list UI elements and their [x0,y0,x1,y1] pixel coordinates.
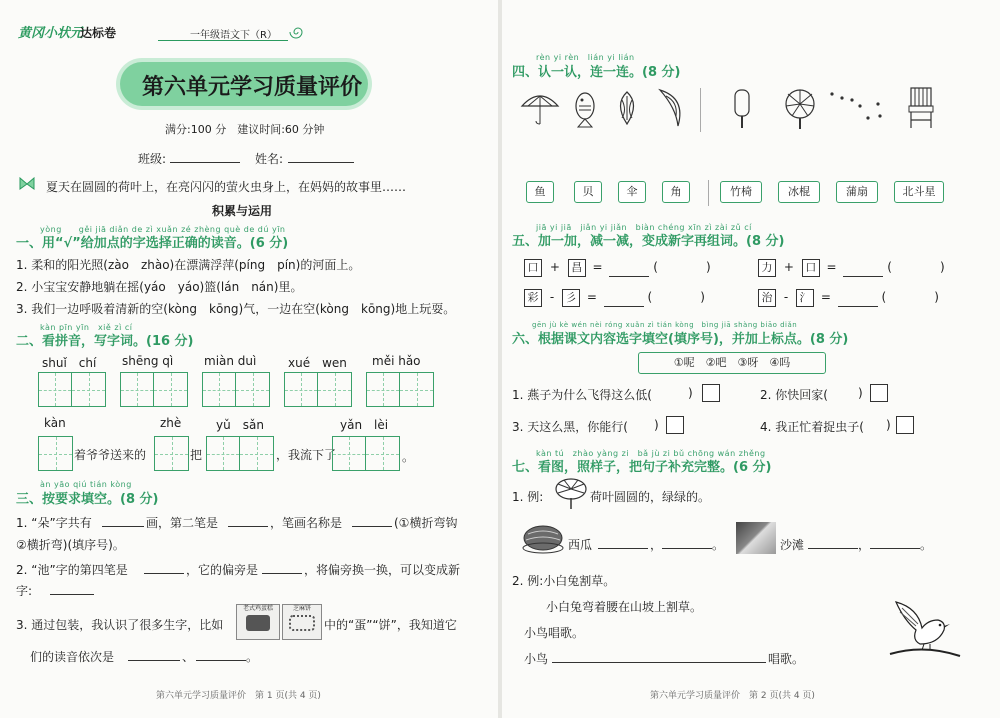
q3-item3-b: 中的“蛋”“饼”，我知道它 [324,618,457,632]
q1-item-3: 3. 我们一边呼吸着清新的空(kòng kōng)气，一边在空(kòng kōng)地上玩耍。 [16,302,456,316]
eq2-box-b: 口 [802,259,820,277]
pinyin-shuichi: shuǐ chí [42,356,97,370]
q7-ex2-label: 2. 例:小白兔割草。 [512,574,616,588]
picture-divider [700,88,701,132]
q1-title: 一、用“√”给加点的字选择正确的读音。(6 分) [16,236,289,251]
q6-paren-3: ) [654,418,659,432]
left-footer: 第六单元学习质量评价 第 1 页(共 4 页) [156,691,321,701]
q6-pinyin: gēn jù kè wén nèi róng xuǎn zì tián kòng bìng jiā shàng biāo diǎn [532,321,798,329]
beach-photo [736,522,776,554]
q3-item1-d: (①横折弯钩 [394,516,458,530]
name-field[interactable] [288,150,354,163]
popsicle-icon [732,88,752,130]
q3-title: 三、按要求填空。(8 分) [16,492,159,507]
bamboo-chair-icon [906,86,936,130]
beach-period: 。 [920,538,933,552]
word-card-shell[interactable]: 贝 [574,181,602,203]
eq2-op: + [783,260,794,274]
fish-icon [570,90,600,128]
cake-icon [246,615,270,631]
q6-paren-4: ) [886,418,891,432]
pinyin-xuewen: xué wen [288,356,347,370]
eq3-answer[interactable] [604,294,644,307]
brand-logo: 黄冈小状元 [18,26,84,41]
series-label: 达标卷 [80,26,117,40]
eq2-box-a: 力 [758,259,776,277]
fan-icon [780,88,820,130]
q2-row2-text-2: 把 [190,448,203,462]
eq3-eq: = [586,290,597,304]
pinyin-shengqi: shēng qì [122,354,174,368]
q3-item1-c: ，笔画名称是 [270,516,343,530]
biscuit-icon [289,615,315,631]
q3-item2-d: 字: [16,584,33,598]
writing-grid-8[interactable] [206,436,274,471]
q7-pinyin: kàn tú zhào yàng zi bǎ jù zi bǔ chōng wán zhěng [536,449,766,458]
writing-grid-7[interactable] [154,436,189,471]
q1-item-1: 1. 柔和的阳光照(zào zhào)在漂满浮萍(píng pín)的河面上。 [16,258,361,272]
q7-bird-line-2b: 唱歌。 [768,652,805,666]
word-card-bamboo-chair[interactable]: 竹椅 [720,181,762,203]
eq-row-2-left [524,288,705,307]
writing-grid-3[interactable] [202,372,270,407]
q2-row2-text-4: 。 [402,450,415,464]
eq3-op: - [549,290,555,304]
q7-bird-line-2a: 小鸟 [524,652,549,666]
eq2-answer[interactable] [843,264,883,277]
class-field[interactable] [170,150,240,163]
q6-paren-1: ) [688,386,693,400]
pinyin-kan: kàn [44,416,66,430]
right-page [502,0,1000,718]
name-label: 姓名: [255,152,284,166]
q3-item2-a: 2. “池”字的第四笔是 [16,563,128,577]
q3-item2-c: ，将偏旁换一换，可以变成新 [304,563,461,577]
word-card-umbrella[interactable]: 伞 [618,181,646,203]
watermelon-blank-2[interactable] [662,536,712,549]
intro-text: 夏天在圆圆的荷叶上，在亮闪闪的萤火虫身上，在妈妈的故事里…… [46,180,407,194]
eq2-eq: = [826,260,837,274]
q6-paren-2: ) [858,386,863,400]
word-card-horn[interactable]: 角 [662,181,690,203]
q6-item-2: 2. 你快回家( [760,388,828,402]
writing-grid-9[interactable] [332,436,400,471]
q7-title: 七、看图，照样子，把句子补充完整。(6 分) [512,460,772,475]
q3-pinyin: àn yāo qiú tián kòng [40,480,132,489]
score-line: 满分:100 分 建议时间:60 分钟 [165,123,325,136]
q6-box-2[interactable] [870,384,888,402]
big-dipper-icon [828,88,886,124]
package-1-label: 老式鸡蛋糕 [242,605,273,612]
eq1-op: + [549,260,560,274]
eq1-box-a: 口 [524,259,542,277]
q6-box-1[interactable] [702,384,720,402]
q3-blank-3[interactable] [352,514,392,527]
q3-blank-8[interactable] [196,648,246,661]
q3-item2-b: ，它的偏旁是 [186,563,259,577]
pinyin-yanlei: yǎn lèi [340,418,389,432]
q5-pinyin: jiā yi jiā jiǎn yi jiǎn biàn chéng xīn zì zài zǔ cí [536,223,752,232]
eq4-answer[interactable] [838,294,878,307]
q1-item-2: 2. 小宝宝安静地躺在摇(yáo yáo)篮(lán nán)里。 [16,280,303,294]
eq1-answer[interactable] [609,264,649,277]
q4-title: 四、认一认，连一连。(8 分) [512,65,681,80]
watermelon-label: 西瓜 [568,538,593,552]
q7-ex2-line: 小白兔弯着腰在山坡上割草。 [546,600,703,614]
eq1-eq: = [592,260,603,274]
q7-ex1-label: 1. 例: [512,490,544,504]
eq4-op: - [783,290,789,304]
left-page [0,0,498,718]
butterfly-icon [18,177,36,191]
course-label: 一年级语文下（R） [190,30,277,41]
eq1-box-b: 昌 [568,259,586,277]
beach-blank-1[interactable] [808,536,858,549]
eq4-box-b: 氵 [796,289,814,307]
lotus-leaf-icon [554,476,588,510]
q2-pinyin: kàn pīn yīn xiě zì cí [40,323,133,332]
q6-title: 六、根据课文内容选字填空(填序号)，并加上标点。(8 分) [512,332,849,347]
eq1-paren: ( ) [653,260,711,274]
word-divider [708,180,709,206]
word-card-big-dipper[interactable]: 北斗星 [894,181,944,203]
q3-blank-4[interactable] [144,561,184,574]
q3-item1-e: ②横折弯)(填序号)。 [16,538,125,552]
umbrella-icon [520,88,560,128]
page-title: 第六单元学习质量评价 [142,74,363,100]
package-1 [236,604,280,640]
pinyin-yusan: yǔ sǎn [216,418,264,432]
q6-box-3[interactable] [666,416,684,434]
eq4-paren: ( ) [881,290,939,304]
q7-ex1-text: 荷叶圆圆的，绿绿的。 [590,490,711,504]
q3-item3-a: 3. 通过包装，我认识了很多生字，比如 [16,618,224,632]
package-2-label: 芝麻饼 [292,605,311,612]
eq-row-2-right [758,288,939,307]
pinyin-miandui: miàn duì [204,354,257,368]
q3-item1-b: 画，第二笔是 [146,516,219,530]
eq-row-1-left [524,258,711,277]
q3-blank-7[interactable] [128,648,180,661]
section-head: 积累与运用 [212,204,273,218]
writing-grid-2[interactable] [120,372,188,407]
writing-grid-4[interactable] [284,372,352,407]
watermelon-blank-1[interactable] [598,536,648,549]
beach-blank-2[interactable] [870,536,920,549]
q3-blank-6[interactable] [50,582,94,595]
q2-row2-text-3: ，我流下了 [276,448,337,462]
q2-row2-text-1: 着爷爷送来的 [74,448,147,462]
eq3-paren: ( ) [647,290,705,304]
q7-bird-blank[interactable] [552,650,766,663]
q6-item-1: 1. 燕子为什么飞得这么低( [512,388,652,402]
q7-bird-line-1: 小鸟唱歌。 [524,626,585,640]
shell-icon [612,90,642,126]
swirl-icon [286,22,306,42]
watermelon-comma: ， [650,538,663,552]
q3-item3-c: 们的读音依次是 [30,650,115,664]
eq2-paren: ( ) [887,260,945,274]
beach-label: 沙滩 [780,538,805,552]
pinyin-zhe: zhè [160,416,182,430]
eq3-box-b: 彡 [562,289,580,307]
writing-grid-6[interactable] [38,436,73,471]
q6-item-4: 4. 我正忙着捉虫子( [760,420,864,434]
writing-grid-1[interactable] [38,372,106,407]
eq4-eq: = [820,290,831,304]
q6-box-4[interactable] [896,416,914,434]
horn-icon [654,88,688,128]
q2-title: 二、看拼音，写字词。(16 分) [16,334,194,349]
q6-item-3: 3. 天这么黑，你能行( [512,420,628,434]
header-rule [158,40,288,41]
q4-pinyin: rèn yi rèn lián yi lián [536,53,635,62]
q5-title: 五、加一加，减一减，变成新字再组词。(8 分) [512,234,785,249]
q3-comma: 、 [182,650,195,664]
watermelon-icon [522,524,564,554]
package-2 [282,604,322,640]
eq4-box-a: 治 [758,289,776,307]
q3-blank-1[interactable] [102,514,144,527]
word-card-popsicle[interactable]: 冰棍 [778,181,820,203]
writing-grid-5[interactable] [366,372,434,407]
bird-icon [888,594,962,662]
options-box: ①呢 ②吧 ③呀 ④吗 [638,352,826,374]
word-card-fish[interactable]: 鱼 [526,181,554,203]
class-label: 班级: [138,152,167,166]
watermelon-period: 。 [712,538,725,552]
eq-row-1-right [758,258,945,277]
pinyin-meihao: měi hǎo [372,354,421,368]
beach-comma: ， [858,538,871,552]
q3-period: 。 [246,650,259,664]
word-card-fan[interactable]: 蒲扇 [836,181,878,203]
right-footer: 第六单元学习质量评价 第 2 页(共 4 页) [650,691,815,701]
eq3-box-a: 彩 [524,289,542,307]
q1-pinyin: yòng gěi jiā diǎn de zì xuǎn zé zhèng què de dú yīn [40,225,286,234]
q3-blank-2[interactable] [228,514,268,527]
q3-blank-5[interactable] [262,561,302,574]
q3-item1-a: 1. “朵”字共有 [16,516,92,530]
